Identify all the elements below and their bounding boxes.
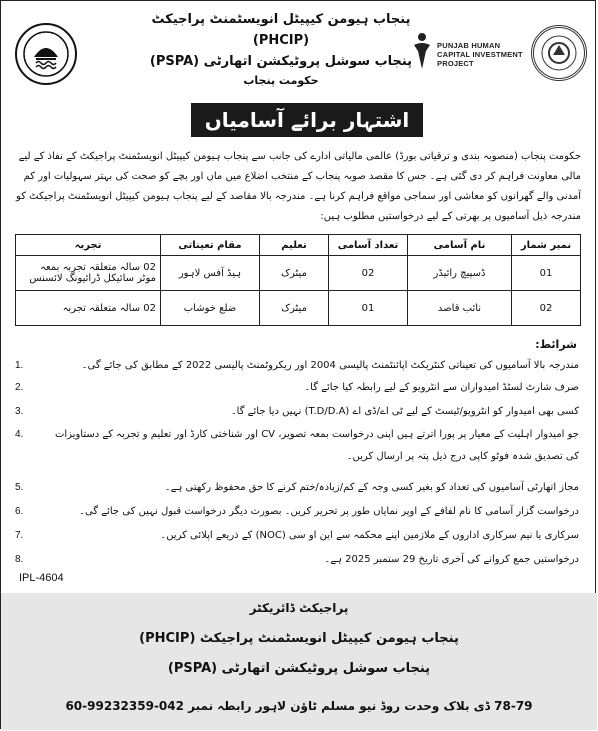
term-text: کسی بھی امیدوار کو انٹرویو/ٹیسٹ کے لیے ٹی اے/ڈی اے (T.D/D.A) نہیں دیا جائے گا۔ xyxy=(230,406,579,417)
col-post-name: نام آسامی xyxy=(408,235,512,256)
footer-director-title: پراجیکٹ ڈائریکٹر xyxy=(249,601,349,615)
cell-post-name: ڈسپیچ رائیڈر xyxy=(408,256,512,291)
header-titles xyxy=(131,9,431,90)
col-experience: تجربہ xyxy=(16,235,161,256)
header-pspa-title: پنجاب سوشل پروٹیکشن اتھارٹی (PSPA) xyxy=(149,54,413,69)
list-item xyxy=(15,500,581,524)
term-number: 1. xyxy=(15,360,24,371)
term-number: 5. xyxy=(15,482,24,493)
phcip-logo xyxy=(411,31,529,81)
cell-post-name: نائب قاصد xyxy=(408,291,512,326)
term-text: درخواست گزار آسامی کا نام لفافے کے اوپر نمایاں طور پر تحریر کریں۔ بصورت دیگر درخواست قبول نہیں کی جائے گی۔ xyxy=(79,506,579,517)
phcip-logo-line-2: CAPITAL INVESTMENT xyxy=(437,50,523,59)
reference-number: IPL-4604 xyxy=(19,572,64,584)
header-govt-title: حکومت پنجاب xyxy=(243,74,319,87)
cell-education: میٹرک xyxy=(260,256,329,291)
table-row xyxy=(16,256,581,291)
header-phcip-title: پنجاب ہیومن کیپیٹل انویسٹمنٹ پراجیکٹ (PHCIP) xyxy=(151,12,411,48)
term-text: صرف شارٹ لسٹڈ امیدواران سے انٹرویو کے لیے رابطہ کیا جائے گا۔ xyxy=(304,382,579,393)
col-education: تعلیم xyxy=(260,235,329,256)
cell-location: ہیڈ آفس لاہور xyxy=(161,256,260,291)
term-number: 8. xyxy=(15,554,24,565)
term-number: 7. xyxy=(15,530,24,541)
cell-experience: 02 سالہ متعلقہ تجربہ بمعہ موٹر سائیکل ڈرائیونگ لائسنس xyxy=(16,256,161,291)
government-of-punjab-emblem-icon xyxy=(15,23,77,85)
term-text: سرکاری یا نیم سرکاری اداروں کے ملازمین اپنے محکمہ سے این او سی (NOC) کے ذریعے اپلائی کریں۔ xyxy=(160,530,579,541)
vacancies-table xyxy=(15,234,581,326)
list-item xyxy=(15,424,581,476)
table-row xyxy=(16,291,581,326)
term-number: 2. xyxy=(15,382,24,393)
phcip-figure-icon xyxy=(411,31,433,71)
intro-paragraph: حکومت پنجاب (منصوبہ بندی و ترقیاتی بورڈ) عالمی مالیاتی ادارے کی جانب سے پنجاب ہیومن کیپیٹل انویسٹمنٹ پراجیکٹ کے نفاذ کے لیے مالی معاونت فراہم کر دی گئی ہے۔ جس کا مقصد صوبہ پنجاب کے منتخب اضلاع میں ماں اور بچے کو صحت کی بہتر سہولیات اور کم آمدنی والے گھرانوں کو معاشی اور سماجی مواقع فراہم کرنا ہے۔ مندرجہ بالا مقاصد کے لیے پنجاب ہیومن کیپیٹل انویسٹمنٹ پراجیکٹ کو مندرجہ ذیل آسامیوں پر بھرتی کے لیے درخواستیں مطلوب ہیں: xyxy=(16,151,581,222)
list-item xyxy=(15,524,581,548)
cell-location: ضلع خوشاب xyxy=(161,291,260,326)
footer-pspa-line: پنجاب سوشل پروٹیکشن اتھارٹی (PSPA) xyxy=(167,661,431,676)
footer-phcip-line: پنجاب ہیومن کیپیٹل انویسٹمنٹ پراجیکٹ (PHCIP) xyxy=(139,631,459,646)
footer-address: 78-79 ڈی بلاک وحدت روڈ نیو مسلم ٹاؤن لاہور رابطہ نمبر 042-99232359-60 xyxy=(65,699,533,713)
term-text: مندرجہ بالا آسامیوں کی تعیناتی کنٹریکٹ اپائنٹمنٹ پالیسی 2004 اور ریکروٹمنٹ پالیسی 2022 کے مطابق کی جائے گی۔ xyxy=(81,360,579,371)
list-item xyxy=(15,476,581,500)
cell-experience: 02 سالہ متعلقہ تجربہ xyxy=(16,291,161,326)
col-post-count: تعداد آسامی xyxy=(329,235,408,256)
cell-serial: 01 xyxy=(512,256,581,291)
vacancies-banner: اشتہار برائے آسامیاں xyxy=(191,103,423,137)
phcip-logo-text xyxy=(437,41,523,68)
term-number: 3. xyxy=(15,406,24,417)
terms-heading: شرائط: xyxy=(535,338,577,351)
table-header-row xyxy=(16,235,581,256)
term-number: 6. xyxy=(15,506,24,517)
terms-list xyxy=(15,356,581,572)
cell-post-count: 02 xyxy=(329,256,408,291)
footer-contact xyxy=(1,593,597,730)
phcip-logo-line-3: PROJECT xyxy=(437,59,474,68)
term-text: درخواستیں جمع کروانے کی آخری تاریخ 29 ستمبر 2025 ہے۔ xyxy=(324,554,579,565)
col-location: مقام تعیناتی xyxy=(161,235,260,256)
term-text: جو امیدوار اہلیت کے معیار پر پورا اترتے ہیں اپنی درخواست بمعہ تصویر، CV اور شناختی کارڈ اور تعلیم و تجربہ کے دستاویزات کی تصدیق شدہ فوٹو کاپی درج ذیل پتہ پر ارسال کریں۔ xyxy=(54,429,579,462)
cell-education: میٹرک xyxy=(260,291,329,326)
col-serial: نمبر شمار xyxy=(512,235,581,256)
term-number: 4. xyxy=(15,429,24,440)
header xyxy=(1,1,595,101)
term-text: مجاز اتھارٹی آسامیوں کی تعداد کو بغیر کسی وجہ کے کم/زیادہ/ختم کرنے کا حق محفوظ رکھتی ہے۔ xyxy=(164,482,579,493)
list-item xyxy=(15,400,581,424)
pspa-seal-icon xyxy=(531,25,587,81)
list-item xyxy=(15,376,581,400)
cell-post-count: 01 xyxy=(329,291,408,326)
list-item xyxy=(15,548,581,572)
phcip-logo-line-1: PUNJAB HUMAN xyxy=(437,41,501,50)
list-item xyxy=(15,356,581,376)
cell-serial: 02 xyxy=(512,291,581,326)
